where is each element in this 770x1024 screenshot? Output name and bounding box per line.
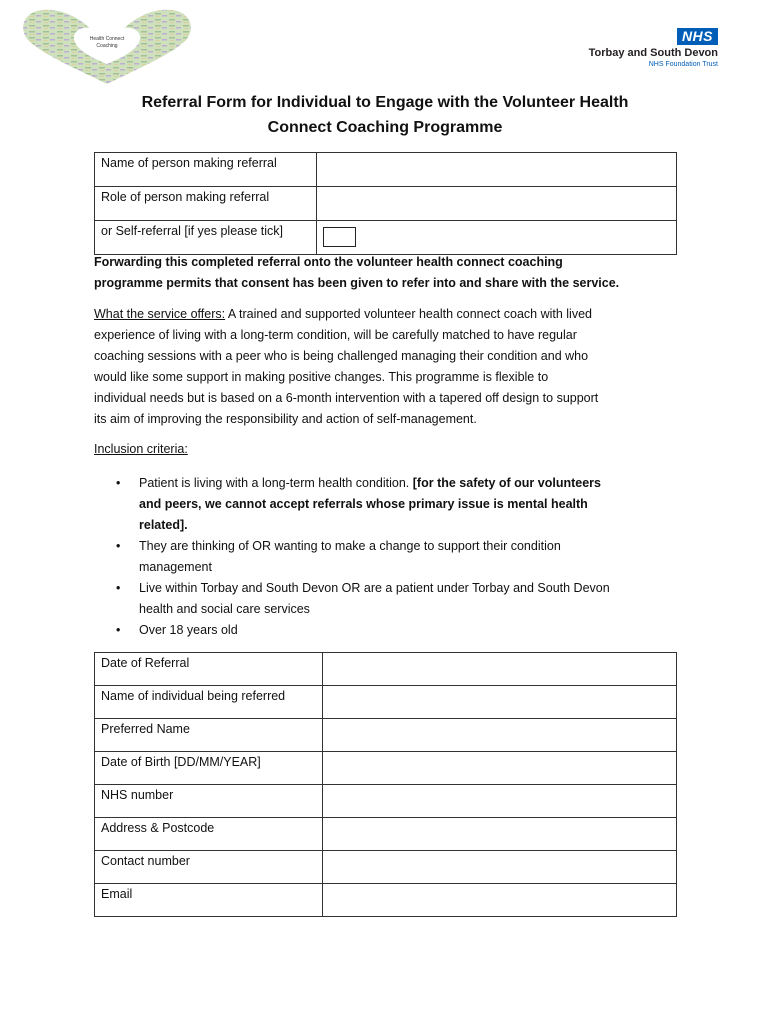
list-item bbox=[94, 578, 684, 620]
heart-logo-line: Health Connect bbox=[89, 36, 125, 42]
field-label: Email bbox=[95, 884, 323, 917]
criteria-line: They are thinking of OR wanting to make a change to support their condition bbox=[139, 539, 561, 553]
individual-name-field[interactable] bbox=[323, 686, 677, 719]
service-description bbox=[94, 304, 684, 430]
table-row bbox=[95, 719, 677, 752]
heart-logo-text bbox=[14, 36, 200, 50]
table-row bbox=[95, 752, 677, 785]
title-line: Connect Coaching Programme bbox=[267, 119, 503, 136]
criteria-line: Live within Torbay and South Devon OR are a patient under Torbay and South Devon bbox=[139, 581, 610, 595]
page-title bbox=[0, 90, 770, 140]
bullet: • bbox=[116, 539, 121, 553]
list-item bbox=[94, 473, 684, 536]
service-line: individual needs but is based on a 6-month intervention with a tapered off design to support bbox=[94, 391, 599, 405]
criteria-note: related]. bbox=[139, 518, 188, 532]
self-referral-checkbox[interactable] bbox=[323, 227, 356, 247]
criteria-line: management bbox=[139, 560, 212, 574]
table-row bbox=[95, 851, 677, 884]
bullet: • bbox=[116, 581, 121, 595]
table-row bbox=[95, 653, 677, 686]
criteria-line: health and social care services bbox=[139, 602, 310, 616]
criteria-note: [for the safety of our volunteers bbox=[412, 476, 601, 490]
field-label: Contact number bbox=[95, 851, 323, 884]
table-row bbox=[95, 818, 677, 851]
title-line: Referral Form for Individual to Engage with the Volunteer Health bbox=[141, 94, 629, 111]
referrer-table bbox=[94, 152, 677, 255]
field-label: Name of individual being referred bbox=[95, 686, 323, 719]
table-row bbox=[95, 187, 677, 221]
criteria-note: and peers, we cannot accept referrals whose primary issue is mental health bbox=[139, 497, 588, 511]
criteria-line bbox=[139, 494, 684, 515]
nhs-number-field[interactable] bbox=[323, 785, 677, 818]
table-row bbox=[95, 153, 677, 187]
field-label: NHS number bbox=[95, 785, 323, 818]
self-referral-cell bbox=[317, 221, 677, 255]
consent-line: programme permits that consent has been given to refer into and share with the service. bbox=[94, 276, 620, 290]
criteria-text: Patient is living with a long-term health condition. bbox=[139, 476, 413, 490]
org-subtitle: NHS Foundation Trust bbox=[648, 61, 718, 68]
table-row bbox=[95, 686, 677, 719]
field-label: or Self-referral [if yes please tick] bbox=[95, 221, 317, 255]
table-row bbox=[95, 785, 677, 818]
field-label: Address & Postcode bbox=[95, 818, 323, 851]
referrer-name-field[interactable] bbox=[317, 153, 677, 187]
field-label: Date of Referral bbox=[95, 653, 323, 686]
field-label: Preferred Name bbox=[95, 719, 323, 752]
email-field[interactable] bbox=[323, 884, 677, 917]
heart-logo-line: Coaching bbox=[96, 43, 118, 49]
nhs-logo bbox=[589, 28, 718, 69]
field-label: Name of person making referral bbox=[95, 153, 317, 187]
contact-number-field[interactable] bbox=[323, 851, 677, 884]
service-text: A trained and supported volunteer health connect coach with lived bbox=[225, 307, 592, 321]
org-name: Torbay and South Devon bbox=[588, 47, 718, 59]
service-line bbox=[94, 304, 684, 325]
date-of-referral-field[interactable] bbox=[323, 653, 677, 686]
nhs-badge: NHS bbox=[677, 28, 718, 45]
inclusion-list bbox=[94, 473, 684, 641]
service-heading: What the service offers: bbox=[94, 307, 226, 321]
preferred-name-field[interactable] bbox=[323, 719, 677, 752]
referrer-role-field[interactable] bbox=[317, 187, 677, 221]
date-of-birth-field[interactable] bbox=[323, 752, 677, 785]
address-field[interactable] bbox=[323, 818, 677, 851]
list-item bbox=[94, 620, 684, 641]
field-label: Date of Birth [DD/MM/YEAR] bbox=[95, 752, 323, 785]
table-row bbox=[95, 884, 677, 917]
patient-details-table bbox=[94, 652, 677, 917]
list-item bbox=[94, 536, 684, 578]
field-label: Role of person making referral bbox=[95, 187, 317, 221]
service-line: coaching sessions with a peer who is being challenged managing their condition and who bbox=[94, 349, 589, 363]
bullet: • bbox=[116, 623, 121, 637]
consent-line: Forwarding this completed referral onto the volunteer health connect coaching bbox=[94, 255, 563, 269]
criteria-line bbox=[139, 473, 684, 494]
criteria-line bbox=[139, 515, 684, 536]
service-line: experience of living with a long-term condition, will be carefully matched to have regular bbox=[94, 328, 577, 342]
service-line: its aim of improving the responsibility and action of self-management. bbox=[94, 412, 477, 426]
criteria-line: Over 18 years old bbox=[139, 623, 238, 637]
table-row bbox=[95, 221, 677, 255]
service-line: would like some support in making positive changes. This programme is flexible to bbox=[94, 370, 549, 384]
inclusion-heading: Inclusion criteria: bbox=[94, 442, 188, 456]
bullet: • bbox=[116, 476, 121, 490]
consent-statement bbox=[94, 252, 684, 294]
